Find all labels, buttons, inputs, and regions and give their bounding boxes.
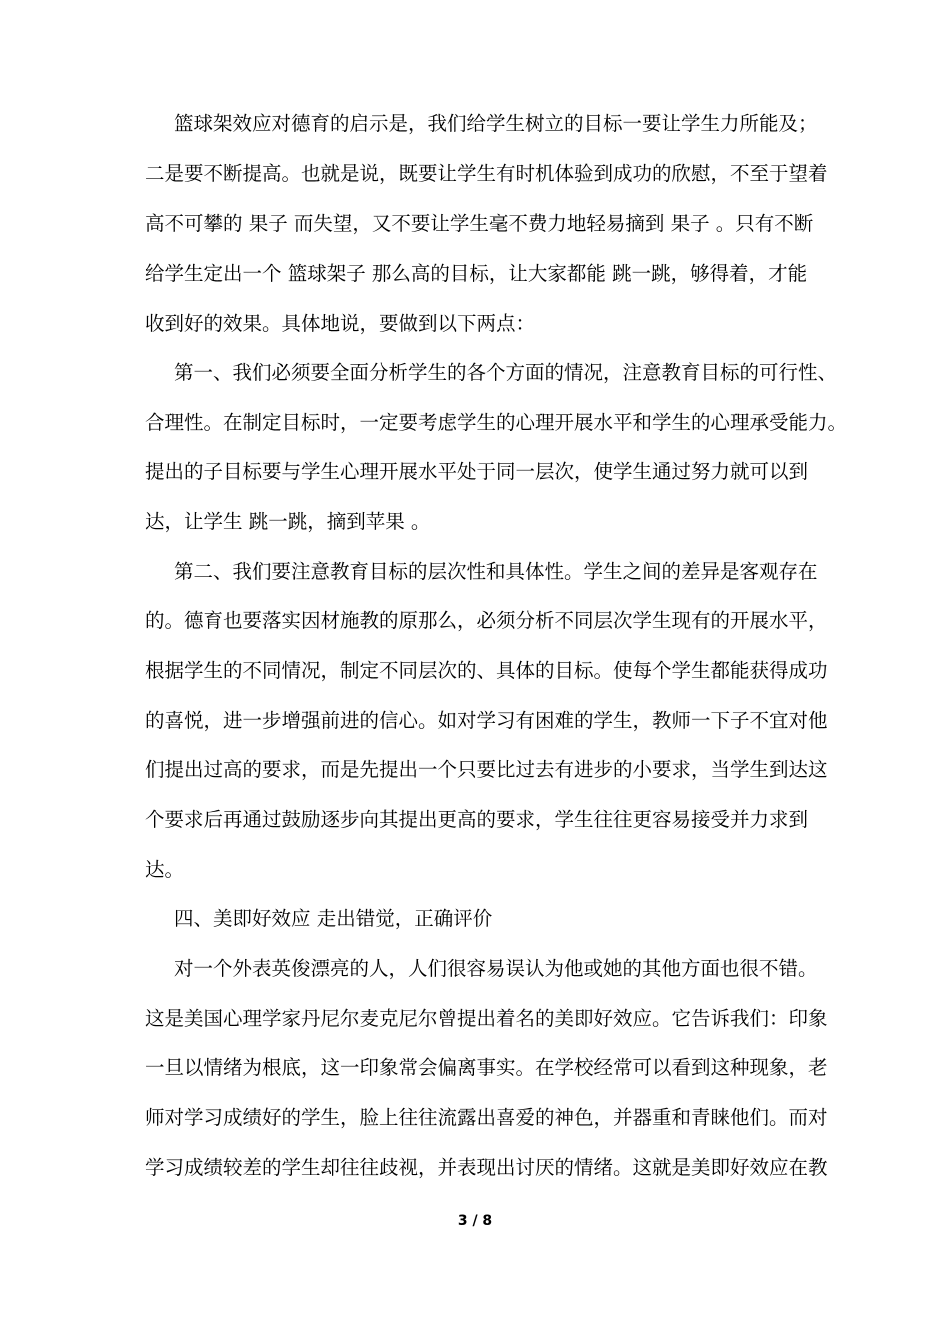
paragraph-4-line-2: 这是美国心理学家丹尼尔麦克尼尔曾提出着名的美即好效应。它告诉我们：印象	[145, 1007, 828, 1030]
paragraph-4-line-3: 一旦以情绪为根底，这一印象常会偏离事实。在学校经常可以看到这种现象，老	[145, 1056, 828, 1079]
paragraph-2-line-3: 提出的子目标要与学生心理开展水平处于同一层次，使学生通过努力就可以到	[145, 460, 809, 483]
paragraph-2-line-4: 达，让学生 跳一跳，摘到苹果 。	[145, 510, 431, 533]
paragraph-1-line-4: 给学生定出一个 篮球架子 那么高的目标，让大家都能 跳一跳，够得着，才能	[145, 262, 808, 285]
paragraph-3-line-6: 个要求后再通过鼓励逐步向其提出更高的要求，学生往往更容易接受并力求到	[145, 808, 809, 831]
paragraph-2-line-2: 合理性。在制定目标时，一定要考虑学生的心理开展水平和学生的心理承受能力。	[145, 411, 848, 434]
paragraph-4-line-1: 对一个外表英俊漂亮的人，人们很容易误认为他或她的其他方面也很不错。	[174, 957, 818, 980]
paragraph-3-line-2: 的。德育也要落实因材施教的原那么，必须分析不同层次学生现有的开展水平，	[145, 609, 828, 632]
paragraph-2-line-1: 第一、我们必须要全面分析学生的各个方面的情况，注意教育目标的可行性、	[174, 361, 838, 384]
paragraph-1-line-5: 收到好的效果。具体地说，要做到以下两点：	[145, 312, 536, 335]
section-heading: 四、美即好效应 走出错觉，正确评价	[174, 907, 493, 930]
page-number: 3 / 8	[457, 1213, 493, 1229]
paragraph-3-line-1: 第二、我们要注意教育目标的层次性和具体性。学生之间的差异是客观存在	[174, 560, 818, 583]
paragraph-3-line-5: 们提出过高的要求，而是先提出一个只要比过去有进步的小要求，当学生到达这	[145, 758, 828, 781]
paragraph-3-line-3: 根据学生的不同情况，制定不同层次的、具体的目标。使每个学生都能获得成功	[145, 659, 828, 682]
paragraph-1-line-2: 二是要不断提高。也就是说，既要让学生有时机体验到成功的欣慰，不至于望着	[145, 162, 828, 185]
paragraph-4-line-4: 师对学习成绩好的学生，脸上往往流露出喜爱的神色，并器重和青睐他们。而对	[145, 1106, 828, 1129]
paragraph-1-line-1: 篮球架效应对德育的启示是，我们给学生树立的目标一要让学生力所能及；	[174, 112, 818, 135]
paragraph-4-line-5: 学习成绩较差的学生却往往歧视，并表现出讨厌的情绪。这就是美即好效应在教	[145, 1156, 828, 1179]
paragraph-3-line-4: 的喜悦，进一步增强前进的信心。如对学习有困难的学生，教师一下子不宜对他	[145, 709, 828, 732]
paragraph-3-line-7: 达。	[145, 858, 185, 881]
paragraph-1-line-3: 高不可攀的 果子 而失望，又不要让学生毫不费力地轻易摘到 果子 。只有不断	[145, 212, 814, 235]
